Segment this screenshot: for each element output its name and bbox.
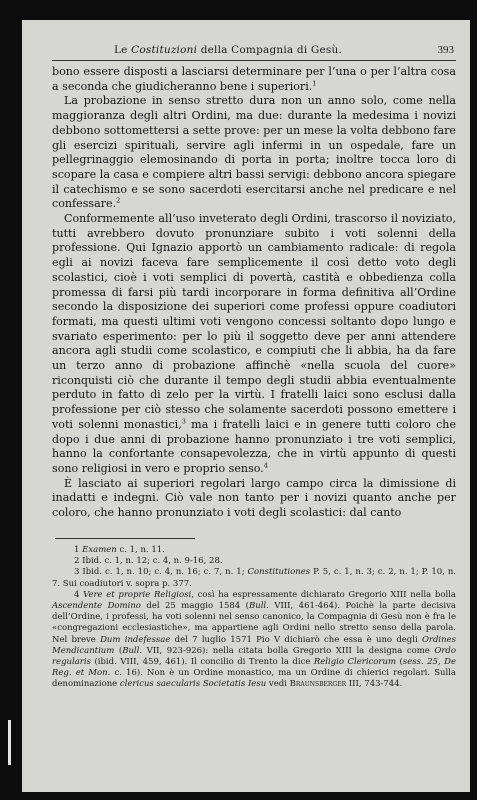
footnote-ref: 2 [116,196,121,205]
italic-text: Ordines Mendicantium [52,634,457,656]
text-run: c. 16). Non è un Ordine monastico, ma un Ordine di chierici regolari. Sulla denominazione [52,668,457,690]
footnote-ref: 4 [263,461,268,470]
italic-text: Bull. [122,645,143,656]
text-run: vedi [266,679,290,690]
paragraph [52,94,456,212]
text-run: La probazione in senso stretto dura non un anno solo, come nella maggioranza degli altri Ordini, ma due: durante la medesima i novizi debbono sottomettersi a sette prove: per un mese la volta debbono fare gli esercizi spirituali, servire agli infermi in un ospedale, fare un pellegrinaggio elemosinando di porta in porta; inoltre tocca loro di scopare la casa e compiere altri bassi servigi: debbono ancora spiegare il catechismo e se sono sacerdoti esercitarsi anche nel predicare e nel confessare. [52,94,456,211]
paragraph [52,65,456,94]
footnote-ref: 3 [181,417,186,426]
text-run: bono essere disposti a lasciarsi determinare per l’una o per l’altra cosa a seconda che giudicheranno bene i superiori. [52,65,456,93]
italic-text: Ordo regularis [52,645,456,668]
text-run: Conformemente all’uso inveterato degli Ordini, trascorso il noviziato, tutti avrebbero dovuto pronunziare subito i voti solenni della professione. Qui Ignazio apportò un cambiamento radicale: di regola egli ai novizi faceva fare semplicemente il così detto voto degli scolastici, cioè i voti semplici di povertà, castità e obbedienza colla promessa di farsi più tardi incorporare in forma definitiva all’Ordine secondo la disposizione dei superiori come professi oppure coadiutori formati, ma questi ultimi voti vengono concessi soltanto dopo lungo e svariato esperimento: per lo più il soggetto deve per anni attendere ancora agli studii come scolastico, e compiuti che li abbia, ha da fare un terzo anno di probazione affinchè «nella scuola del cuore» riconquisti ciò che durante il tempo degli studii abbia eventualmente perduto in fatto di zelo per la virtù. I fratelli laici sono esclusi dalla professione per ciò stesso che solamente sacerdoti possono emettere i voti solenni monastici, [52,212,456,431]
italic-text: clericus saecularis Societatis Iesu [119,679,267,690]
footnote [52,590,456,691]
text-run: ma i fratelli laici e in genere tutti coloro che dopo i due anni di probazione hanno pronunziato i tre voti semplici, hanno la confortante consapevolezza, che in virtù appunto di questi sono religiosi in vero e proprio senso. [52,417,457,475]
text-run: VIII, 461-464). Poichè la parte decisiva dell’Ordine, i professi, ha voti solenni nel senso canonico, la Compagnia di Gesù non è fra le «congregazioni ecclesiastiche», ma appartiene agli Ordini nello stretto senso della parola. Nel breve [52,601,456,645]
italic-text: Dum indefessae [100,634,171,645]
text-run: , così ha espressamente dichiarato Gregorio XIII nella bolla [191,589,456,600]
footnote [52,567,456,589]
running-title: Le Costituzioni della Compagnia di Gesù. [114,44,342,56]
italic-text: Examen [82,545,117,555]
text-run: 4 [74,589,84,600]
text-run: ( [396,657,403,668]
text-run: c. 1, n. 11. [116,545,165,555]
text-run: ( [114,645,123,656]
text-run: (ibid. VIII, 459, 461). Il concilio di Trento la dice [90,657,314,668]
text-run: P. 5, c. 1, n. 3; c. 2, n. 1; P. 10, n. 7. Sui coadiutori v. sopra p. 377. [52,567,456,589]
footnote [52,556,456,567]
paragraph [52,212,456,477]
italic-text: Vere et proprie Religiosi [83,589,192,600]
italic-text: Constitutiones [247,567,311,578]
italic-text: Religio Clericorum [313,657,397,668]
italic-text: Ascendente Domino [52,601,141,612]
page-number: 393 [437,44,454,56]
text-run: 2 Ibid. c. 1, n. 12; c. 4, n. 9-16, 28. [74,556,223,567]
text-run: VII, 923-926): nella citata bolla Gregorio XIII la designa come [142,645,435,656]
text-run: del 7 luglio 1571 Pio V dichiarò che essa è uno degli [170,634,422,645]
header-rule [52,60,456,61]
body-text [52,65,456,521]
text-run: 3 Ibid. c. 1, n. 10; c. 4, n. 16; c. 7, n. 1; [74,567,248,578]
footnote-ref: 1 [312,79,317,88]
italic-text: sess. 25, De Reg. et Mon. [52,657,456,679]
footnote-rule [55,538,195,539]
running-header [52,39,456,59]
text-run: È lasciato ai superiori regolari largo campo circa la dimissione di inadatti e indegni. Ciò vale non tanto per i novizi quanto anche per coloro, che hanno pronunziato i voti degli scolastici: dal canto [52,476,456,520]
text-run: 1 [74,545,83,555]
footnotes [52,545,456,691]
scan-artifact [8,720,11,765]
book-page [22,20,470,792]
author-name: Braunsberger [289,679,347,690]
italic-text: Bull. [248,601,269,612]
text-run: III, 743-744. [346,679,403,690]
text-run: del 25 maggio 1584 ( [140,601,249,612]
footnote [52,545,456,556]
paragraph [52,477,456,521]
